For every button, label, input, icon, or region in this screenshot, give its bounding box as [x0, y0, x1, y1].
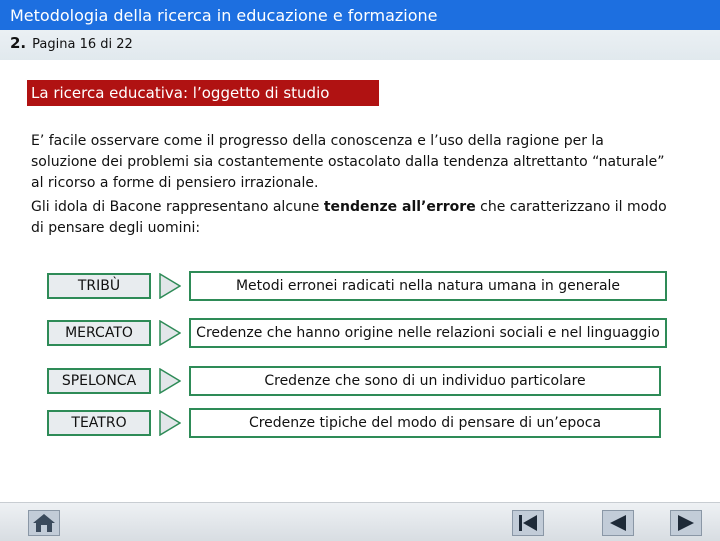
arrow-right-icon [159, 320, 181, 346]
home-icon [29, 511, 59, 535]
previous-page-button[interactable] [602, 510, 634, 536]
arrow-right-icon [159, 410, 181, 436]
idolum-description-spelonca: Credenze che sono di un individuo particolare [189, 366, 661, 396]
idolum-description-mercato: Credenze che hanno origine nelle relazioni sociali e nel linguaggio [189, 318, 667, 348]
first-page-icon [513, 511, 543, 535]
arrow-right-icon [159, 273, 181, 299]
idola-paragraph [31, 197, 681, 239]
idolum-description-teatro: Credenze tipiche del modo di pensare di un’epoca [189, 408, 661, 438]
section-title: La ricerca educativa: l’oggetto di studio [27, 80, 379, 106]
course-title: Metodologia della ricerca in educazione e formazione [10, 6, 438, 25]
home-button[interactable] [28, 510, 60, 536]
first-page-button[interactable] [512, 510, 544, 536]
next-page-icon [671, 511, 701, 535]
intro-paragraph: E’ facile osservare come il progresso della conoscenza e l’uso della ragione per la soluzione dei problemi sia costantemente ostacolato dalla tendenza altrettanto “naturale” al ricorso a forme di pensiero irrazionale. [31, 133, 665, 191]
idola-paragraph-start: Gli idola di Bacone rappresentano alcune [31, 199, 324, 215]
chapter-number: 2. [10, 34, 27, 52]
idolum-description-tribu: Metodi erronei radicati nella natura umana in generale [189, 271, 667, 301]
arrow-right-icon [159, 368, 181, 394]
chapter-info [10, 30, 133, 56]
idolum-term-teatro: TEATRO [47, 410, 151, 436]
next-page-button[interactable] [670, 510, 702, 536]
idola-paragraph-emphasis: tendenze all’errore [323, 199, 476, 215]
header [0, 0, 720, 60]
previous-page-icon [603, 511, 633, 535]
page-indicator: Pagina 16 di 22 [32, 37, 133, 52]
idolum-term-tribu: TRIBÙ [47, 273, 151, 299]
idolum-term-mercato: MERCATO [47, 320, 151, 346]
idolum-term-spelonca: SPELONCA [47, 368, 151, 394]
idola-paragraph-end: che caratterizzano il modo di pensare degli uomini: [31, 199, 667, 236]
